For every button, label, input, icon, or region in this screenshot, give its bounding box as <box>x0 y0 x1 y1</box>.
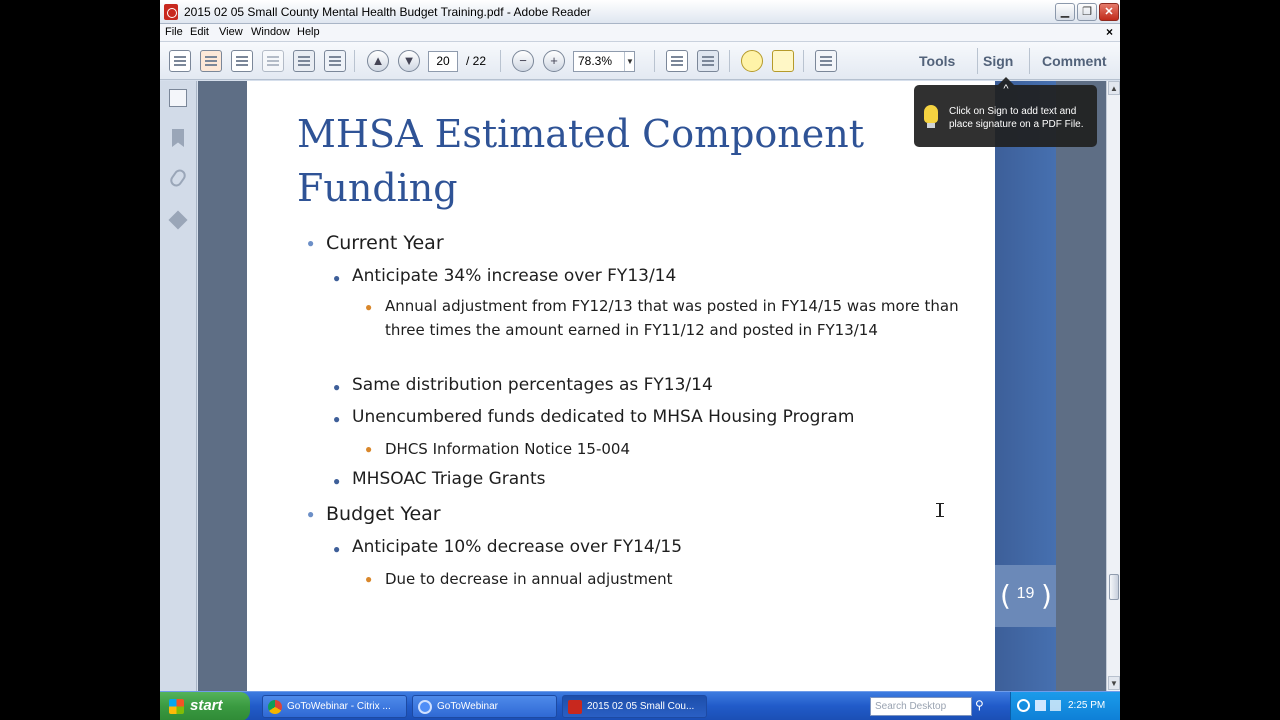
highlight-icon[interactable] <box>772 50 794 72</box>
menu-help[interactable]: Help <box>297 26 320 38</box>
toolbar-separator <box>803 50 804 72</box>
bullet-unencumbered: Unencumbered funds dedicated to MHSA Housing Program <box>352 407 855 427</box>
menu-window[interactable]: Window <box>251 26 291 38</box>
toolbar <box>160 42 1120 80</box>
document-close-icon[interactable]: × <box>1106 25 1114 39</box>
zoom-out-icon[interactable]: − <box>512 50 534 72</box>
title-bar <box>160 0 1120 24</box>
bullet-triage-grants: MHSOAC Triage Grants <box>352 469 546 489</box>
save-icon[interactable] <box>262 50 284 72</box>
taskbar-item-label: 2015 02 05 Small Cou... <box>587 701 695 712</box>
toolbar-separator <box>500 50 501 72</box>
tooltip-caret: ^ <box>1003 83 1009 95</box>
tools-pane-button[interactable]: Tools <box>919 53 956 69</box>
system-tray <box>1010 692 1120 720</box>
taskbar-item-gotowebinar-citrix[interactable] <box>262 695 407 718</box>
fit-width-icon[interactable] <box>697 50 719 72</box>
toolbar-separator <box>654 50 655 72</box>
page-thumbnails-icon[interactable] <box>169 89 187 107</box>
taskbar <box>160 691 1120 720</box>
bullet-icon: ● <box>333 380 341 394</box>
bullet-icon: ● <box>307 507 315 521</box>
create-pdf-icon[interactable] <box>169 50 191 72</box>
bullet-icon: ● <box>307 236 315 250</box>
slide-number: 19 <box>1016 585 1035 602</box>
taskbar-item-label: GoToWebinar <box>437 701 498 712</box>
minimize-button[interactable]: ▁ <box>1055 3 1075 21</box>
bullet-anticipate-decrease: Anticipate 10% decrease over FY14/15 <box>352 537 683 557</box>
page-total: / 22 <box>466 54 487 68</box>
search-desktop-input[interactable]: Search Desktop <box>870 697 972 716</box>
slide-title: MHSA Estimated Component Funding <box>297 112 865 210</box>
layers-icon[interactable] <box>168 210 187 229</box>
comment-pane-button[interactable]: Comment <box>1042 53 1107 69</box>
bullet-icon: ● <box>365 572 373 586</box>
page-number-input[interactable]: 20 <box>428 51 458 72</box>
open-icon[interactable] <box>200 50 222 72</box>
bullet-annual-adjustment: Annual adjustment from FY12/13 that was posted in FY14/15 was more than three times the amount earned in FY11/12 and posted in FY13/14 <box>385 297 959 339</box>
screen <box>160 0 1120 720</box>
pdf-page <box>247 81 995 691</box>
bullet-same-distribution: Same distribution percentages as FY13/14 <box>352 375 713 395</box>
toolbar-separator <box>977 48 978 74</box>
adobe-reader-icon <box>568 700 582 714</box>
bullet-anticipate-increase: Anticipate 34% increase over FY13/14 <box>352 266 677 286</box>
scroll-up-icon[interactable]: ▲ <box>1108 81 1120 95</box>
sign-pane-button[interactable]: Sign <box>983 53 1014 69</box>
bullet-icon: ● <box>365 442 373 456</box>
toolbar-separator <box>729 50 730 72</box>
bracket-right-icon: ) <box>1041 579 1052 612</box>
zoom-level-input[interactable]: 78.3% <box>573 51 635 72</box>
scroll-down-icon[interactable]: ▼ <box>1108 676 1120 690</box>
attachments-icon[interactable] <box>168 167 188 189</box>
comment-bubble-icon[interactable] <box>741 50 763 72</box>
document-view[interactable] <box>198 81 1106 691</box>
next-page-icon[interactable]: ▼ <box>398 50 420 72</box>
fit-page-icon[interactable] <box>666 50 688 72</box>
tooltip-text: Click on Sign to add text and place signature on a PDF File. <box>949 106 1084 130</box>
maximize-button[interactable]: ❐ <box>1077 3 1097 21</box>
chrome-icon <box>268 700 282 714</box>
bullet-dhcs-notice: DHCS Information Notice 15-004 <box>385 440 631 458</box>
text-cursor-icon <box>939 503 941 517</box>
menu-view[interactable]: View <box>219 26 243 38</box>
search-icon[interactable]: ⚲ <box>975 698 984 712</box>
bullet-icon: ● <box>333 474 341 488</box>
bullet-icon: ● <box>333 542 341 556</box>
taskbar-item-label: GoToWebinar - Citrix ... <box>287 701 391 712</box>
gotowebinar-icon <box>418 700 432 714</box>
network-icon[interactable] <box>1035 700 1046 711</box>
slide-number-box <box>995 565 1056 627</box>
menu-file[interactable]: File <box>165 26 183 38</box>
bracket-left-icon: ( <box>1000 579 1011 612</box>
email-icon[interactable] <box>324 50 346 72</box>
full-screen-icon[interactable] <box>815 50 837 72</box>
window-title: 2015 02 05 Small County Mental Health Budget Training.pdf - Adobe Reader <box>184 5 591 19</box>
chevron-down-icon[interactable]: ▼ <box>624 52 635 71</box>
volume-icon[interactable] <box>1050 700 1061 711</box>
start-button[interactable] <box>160 692 250 720</box>
windows-logo-icon <box>169 699 184 714</box>
bookmarks-icon[interactable] <box>172 129 184 147</box>
edit-icon[interactable] <box>231 50 253 72</box>
bullet-budget-year: Budget Year <box>326 503 441 525</box>
start-label: start <box>190 697 223 714</box>
bullet-icon: ● <box>333 412 341 426</box>
navigation-pane <box>160 81 197 691</box>
close-button[interactable]: ✕ <box>1099 3 1119 21</box>
taskbar-item-adobe-reader[interactable] <box>562 695 707 718</box>
tray-expand-icon[interactable] <box>1017 699 1030 712</box>
menu-edit[interactable]: Edit <box>190 26 209 38</box>
taskbar-item-gotowebinar[interactable] <box>412 695 557 718</box>
lightbulb-icon <box>924 105 938 123</box>
scroll-thumb[interactable] <box>1109 574 1119 600</box>
toolbar-separator <box>354 50 355 72</box>
bullet-icon: ● <box>365 300 373 314</box>
sign-tooltip <box>914 85 1097 147</box>
bullet-due-to-decrease: Due to decrease in annual adjustment <box>385 570 673 588</box>
clock: 2:25 PM <box>1068 700 1106 711</box>
print-icon[interactable] <box>293 50 315 72</box>
menu-bar <box>160 24 1120 42</box>
previous-page-icon[interactable]: ▲ <box>367 50 389 72</box>
toolbar-separator <box>1029 48 1030 74</box>
bullet-current-year: Current Year <box>326 232 444 254</box>
vertical-scrollbar[interactable] <box>1106 81 1120 691</box>
adobe-reader-icon <box>164 4 178 20</box>
bullet-icon: ● <box>333 271 341 285</box>
zoom-in-icon[interactable]: + <box>543 50 565 72</box>
